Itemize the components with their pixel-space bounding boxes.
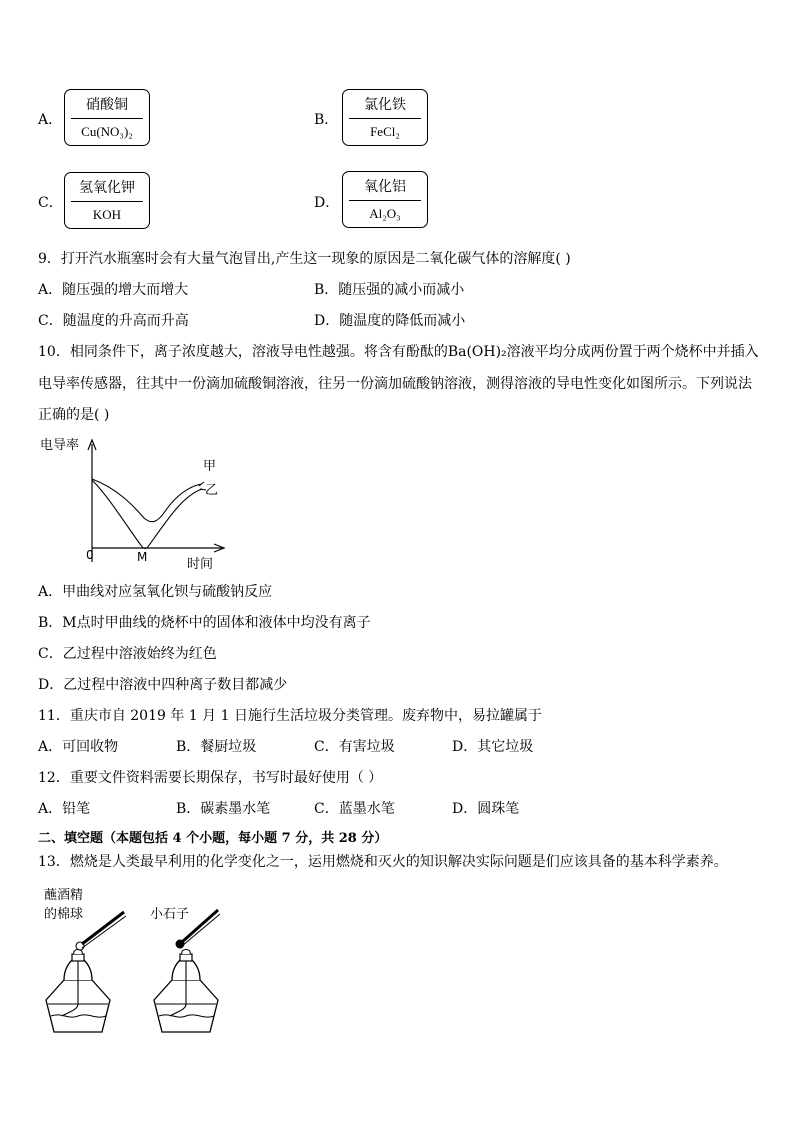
q9-option-a: A．随压强的增大而增大 — [38, 282, 189, 298]
card-b — [342, 89, 428, 146]
graph-label-jia: 甲 — [203, 459, 217, 474]
graph-ylabel: 电导率 — [40, 438, 80, 453]
section-heading-fill-blank: 二、填空题（本题包括 4 个小题，每小题 7 分，共 28 分） — [38, 831, 388, 846]
alcohol-lamp-right — [154, 910, 220, 1032]
card-d — [342, 171, 428, 228]
q9-option-c: C．随温度的升高而升高 — [38, 313, 189, 329]
q12-option-c: C．蓝墨水笔 — [314, 801, 395, 817]
card-a-name: 硝酸铜 — [86, 97, 128, 113]
card-c-name: 氢氧化钾 — [79, 180, 135, 196]
alcohol-lamp-left — [46, 912, 126, 1032]
graph-label-yi: 乙 — [205, 483, 219, 498]
card-c — [64, 172, 150, 229]
card-b-letter: B． — [314, 112, 339, 128]
q10-stem-line3: 正确的是( ) — [38, 407, 110, 423]
q11-option-b: B．餐厨垃圾 — [176, 739, 257, 755]
q11-option-a: A．可回收物 — [38, 739, 119, 755]
graph-point-m: M — [137, 550, 148, 564]
conductivity-graph — [36, 430, 236, 575]
card-d-letter: D． — [314, 195, 340, 211]
card-c-formula: KOH — [92, 207, 122, 222]
q11-option-c: C．有害垃圾 — [314, 739, 395, 755]
q10-option-b: B．M点时甲曲线的烧杯中的固体和液体中均没有离子 — [38, 615, 371, 631]
graph-xlabel: 时间 — [187, 557, 214, 572]
card-b-name: 氯化铁 — [364, 97, 406, 113]
q13-stem: 13．燃烧是人类最早利用的化学变化之一，运用燃烧和灭火的知识解决实际问题是们应该具备的基本科学素养。 — [38, 854, 728, 870]
card-a-divider — [71, 118, 143, 119]
alcohol-lamp-illustration — [38, 900, 238, 1040]
card-d-name: 氧化铝 — [364, 179, 406, 195]
card-c-letter: C． — [38, 195, 63, 211]
q9-option-b: B．随压强的减小而减小 — [314, 282, 465, 298]
card-a-letter: A． — [38, 112, 63, 128]
card-d-formula: Al₂O₃ — [369, 206, 401, 221]
q10-option-d: D．乙过程中溶液中四种离子数目都减少 — [38, 677, 288, 693]
card-b-divider — [349, 118, 421, 119]
q10-stem-line2: 电导率传感器，往其中一份滴加硫酸铜溶液，往另一份滴加硫酸钠溶液，测得溶液的导电性变化如图所示。下列说法 — [38, 376, 752, 392]
card-a-formula: Cu(NO₃)₂ — [81, 124, 133, 139]
graph-origin: 0 — [86, 548, 94, 562]
q10-option-c: C．乙过程中溶液始终为红色 — [38, 646, 217, 662]
q12-option-d: D．圆珠笔 — [452, 801, 520, 817]
label-alcohol-cotton-2: 的棉球 — [44, 907, 84, 922]
q12-option-b: B．碳素墨水笔 — [176, 801, 271, 817]
label-small-stone: 小石子 — [150, 907, 190, 922]
q10-stem-line1: 10．相同条件下，离子浓度越大，溶液导电性越强。将含有酚酞的Ba(OH)₂溶液平均分成两份置于两个烧杯中并插入 — [38, 344, 759, 360]
q10-option-a: A．甲曲线对应氢氧化钡与硫酸钠反应 — [38, 584, 273, 600]
q12-option-a: A．铅笔 — [38, 801, 91, 817]
label-alcohol-cotton-1: 蘸酒精 — [44, 888, 84, 903]
q12-stem: 12．重要文件资料需要长期保存，书写时最好使用（ ） — [38, 770, 383, 786]
card-d-divider — [349, 200, 421, 201]
card-a — [64, 89, 150, 146]
q9-stem: 9．打开汽水瓶塞时会有大量气泡冒出,产生这一现象的原因是二氧化碳气体的溶解度( ) — [38, 251, 571, 267]
card-c-divider — [71, 201, 143, 202]
card-b-formula: FeCl₂ — [370, 124, 400, 139]
q9-option-d: D．随温度的降低而减小 — [314, 313, 466, 329]
q11-stem: 11．重庆市自 2019 年 1 月 1 日施行生活垃圾分类管理。废弃物中，易拉罐属于 — [38, 708, 542, 724]
q11-option-d: D．其它垃圾 — [452, 739, 534, 755]
